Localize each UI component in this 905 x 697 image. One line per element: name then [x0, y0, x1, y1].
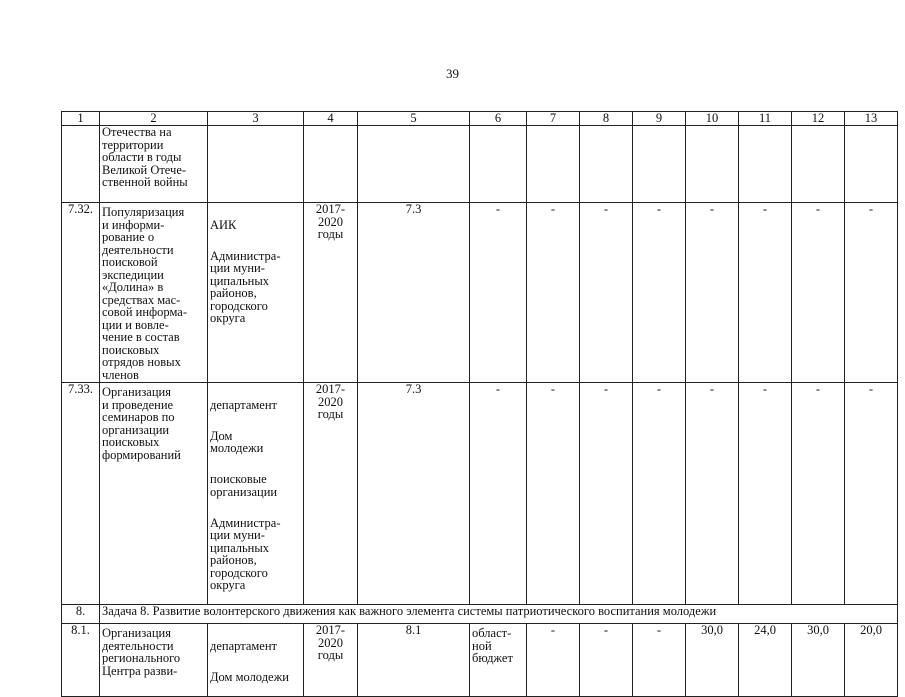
value-cell: - [527, 203, 580, 383]
table-row [62, 624, 898, 697]
value-cell: - [470, 383, 527, 605]
column-header: 11 [739, 112, 792, 126]
executor: АИК [210, 217, 237, 232]
executor: Дом молодежи [210, 669, 289, 684]
row-number: 7.33. [62, 383, 100, 605]
measures-table [61, 111, 898, 697]
executor: Администра- ции муни- ципальных районов, городского округа [210, 248, 281, 325]
measure-name: Организация деятельности регионального Центра разви- [100, 624, 208, 697]
period: 2017- 2020 годы [304, 624, 358, 697]
executors [208, 203, 304, 383]
row-number: 7.32. [62, 203, 100, 383]
value-cell: - [580, 383, 633, 605]
row-number: 8.1. [62, 624, 100, 697]
period: 2017- 2020 годы [304, 383, 358, 605]
value-cell: - [580, 624, 633, 697]
column-header: 2 [100, 112, 208, 126]
indicator: 7.3 [358, 383, 470, 605]
column-header: 3 [208, 112, 304, 126]
value-cell: - [580, 203, 633, 383]
column-header: 4 [304, 112, 358, 126]
executor: Дом молодежи [210, 428, 264, 455]
value-cell: - [845, 203, 898, 383]
executor: департамент [210, 397, 278, 412]
value-cell: 30,0 [686, 624, 739, 697]
value-cell: - [739, 203, 792, 383]
column-number-header [62, 112, 898, 126]
indicator: 7.3 [358, 203, 470, 383]
table-row [62, 203, 898, 383]
page-number: 39 [446, 66, 459, 81]
indicator: 8.1 [358, 624, 470, 697]
value-cell: - [792, 203, 845, 383]
column-header: 12 [792, 112, 845, 126]
value-cell: 30,0 [792, 624, 845, 697]
value-cell: - [470, 203, 527, 383]
column-header: 5 [358, 112, 470, 126]
value-cell: 20,0 [845, 624, 898, 697]
row-number: 8. [62, 605, 100, 624]
value-cell: - [792, 383, 845, 605]
table-row [62, 383, 898, 605]
value-cell: - [527, 383, 580, 605]
measure-name: Организация и проведение семинаров по организации поисковых формирований [100, 383, 208, 605]
executor: Администра- ции муни- ципальных районов, городского округа [210, 515, 281, 592]
executors [208, 383, 304, 605]
value-cell: - [739, 383, 792, 605]
column-header: 6 [470, 112, 527, 126]
value-cell: - [686, 203, 739, 383]
value-cell: 24,0 [739, 624, 792, 697]
value-cell: - [633, 383, 686, 605]
column-header: 10 [686, 112, 739, 126]
value-cell: - [633, 624, 686, 697]
column-header: 8 [580, 112, 633, 126]
measure-name: Популяризация и информи- рование о деятельности поисковой экспедиции «Долина» в средствах мас- совой информа- ции и вовле- чение в состав поисковых отрядов новых членов [100, 203, 208, 383]
column-header: 7 [527, 112, 580, 126]
task-row [62, 605, 898, 624]
executor: департамент [210, 638, 278, 653]
task-title: Задача 8. Развитие волонтерского движения как важного элемента системы патриотического воспитания молодежи [100, 605, 898, 624]
executors [208, 624, 304, 697]
value-cell: - [686, 383, 739, 605]
value-cell: - [527, 624, 580, 697]
column-header: 13 [845, 112, 898, 126]
measure-name: Отечества на территории области в годы Великой Отече- ственной войны [100, 126, 208, 203]
column-header: 9 [633, 112, 686, 126]
value-cell: - [845, 383, 898, 605]
row-number [62, 126, 100, 203]
period: 2017- 2020 годы [304, 203, 358, 383]
table-row [62, 126, 898, 203]
funding-source: област- ной бюджет [470, 624, 527, 697]
column-header: 1 [62, 112, 100, 126]
executor: поисковые организации [210, 472, 278, 499]
value-cell: - [633, 203, 686, 383]
